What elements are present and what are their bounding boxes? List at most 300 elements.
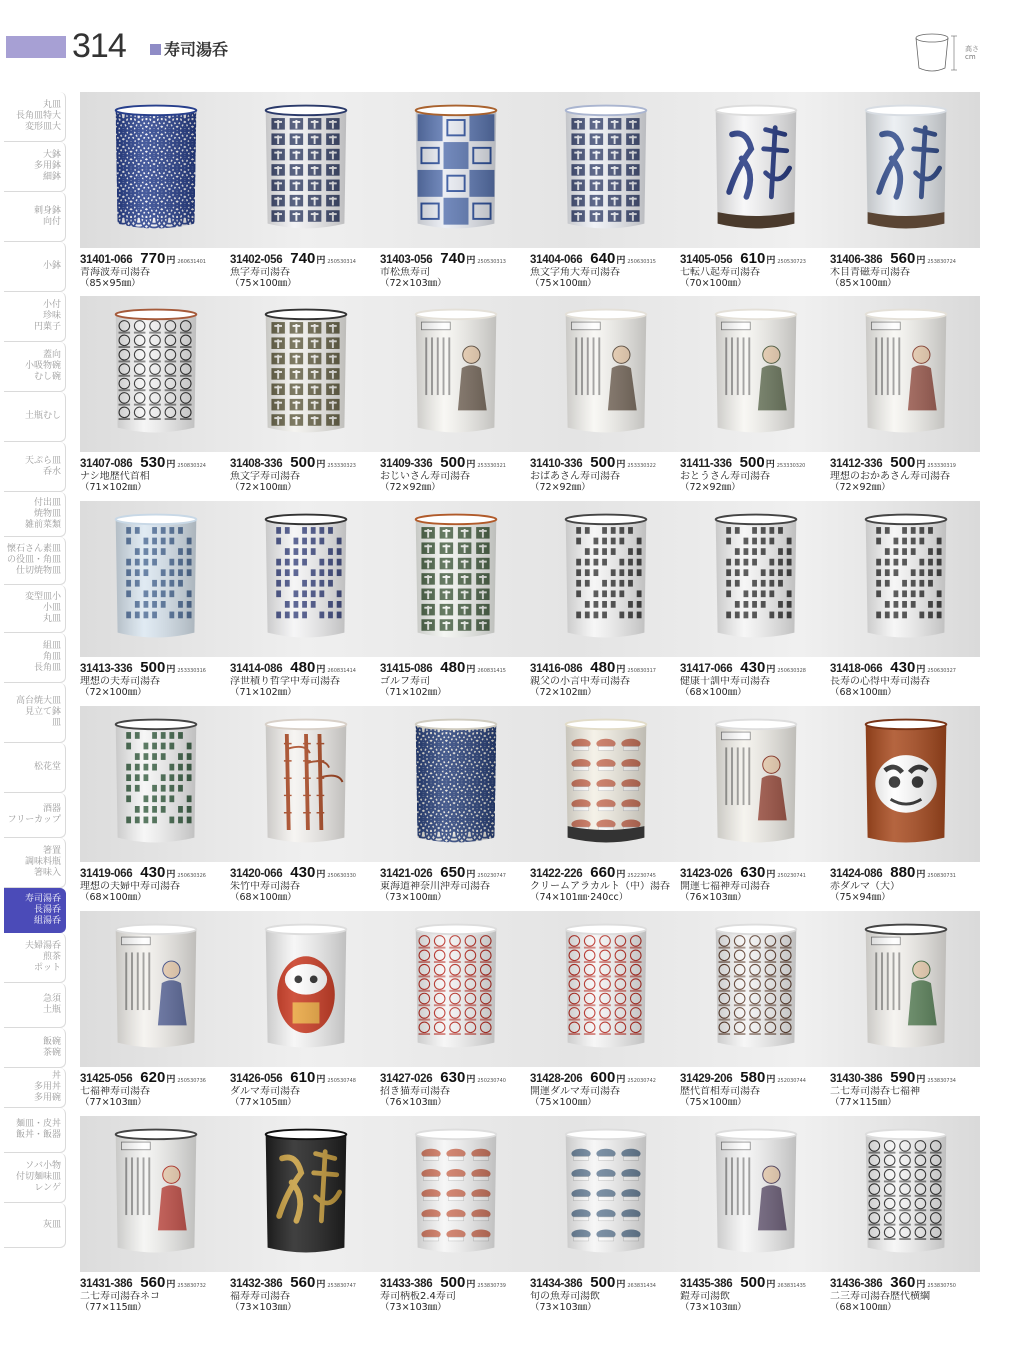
product-price: 530 <box>140 454 166 471</box>
product-code: 31419-066 <box>80 868 133 880</box>
yunomi-cup-illustration <box>258 98 354 238</box>
cup-rim <box>116 310 197 320</box>
product-info <box>680 864 832 904</box>
sidebar-tab-13[interactable]: 松花堂 <box>4 743 66 793</box>
sidebar-tab-12[interactable]: 高台焼大皿 見立て鉢 皿 <box>4 683 66 743</box>
product-name: 理想の夫婦中寿司湯呑 <box>80 881 180 892</box>
yunomi-cup-illustration <box>108 1122 204 1262</box>
yunomi-cup-illustration <box>558 917 654 1057</box>
yunomi-cup-illustration <box>858 98 954 238</box>
cup-rim <box>716 106 797 116</box>
cup-rim <box>416 1130 497 1140</box>
product-size: （72×102㎜） <box>530 687 597 698</box>
cup-rim <box>716 925 797 935</box>
product-code: 31426-056 <box>230 1073 283 1085</box>
product-image <box>380 911 530 1067</box>
product-size: （77×115㎜） <box>80 1302 147 1313</box>
cup-rim <box>566 720 647 730</box>
jan-code: 250830324 <box>177 463 206 469</box>
yunomi-cup-illustration <box>408 917 504 1057</box>
product-code: 31412-336 <box>830 458 883 470</box>
product-image <box>380 296 530 452</box>
product-size: （73×103㎜） <box>380 1302 447 1313</box>
sidebar-tab-3[interactable]: 小鉢 <box>4 242 66 292</box>
product-code: 31413-336 <box>80 663 133 675</box>
product-image <box>680 1116 830 1272</box>
yunomi-cup-illustration <box>558 712 654 852</box>
product-image <box>230 296 380 452</box>
yunomi-cup-illustration <box>708 98 804 238</box>
yunomi-cup-illustration <box>858 507 954 647</box>
yunomi-cup-illustration <box>258 507 354 647</box>
header-accent-bar <box>6 36 66 58</box>
product-code: 31425-056 <box>80 1073 133 1085</box>
product-price: 880 <box>890 864 916 881</box>
product-name: ダルマ寿司湯呑 <box>230 1086 300 1097</box>
cup-rim <box>866 515 947 525</box>
product-name: 浮世積り哲学中寿司湯呑 <box>230 676 340 687</box>
yunomi-cup-illustration <box>408 507 504 647</box>
product-name: 鎧寿司湯飲 <box>680 1291 730 1302</box>
currency-yen: 円 <box>316 870 326 880</box>
currency-yen: 円 <box>765 460 775 470</box>
product-image <box>530 296 680 452</box>
product-price: 630 <box>440 1069 466 1086</box>
sidebar-tab-10[interactable]: 変型皿小 小皿 丸皿 <box>4 585 66 633</box>
product-name: 歴代首相寿司湯呑 <box>680 1086 760 1097</box>
jan-code: 250230741 <box>777 873 806 879</box>
product-info <box>530 659 682 699</box>
currency-yen: 円 <box>616 256 626 266</box>
currency-yen: 円 <box>166 870 176 880</box>
product-name: 二七寿司湯呑ネコ <box>80 1291 160 1302</box>
cup-rim <box>416 106 497 116</box>
product-info <box>230 454 382 494</box>
product-size: （77×103㎜） <box>80 1097 147 1108</box>
product-code: 31409-336 <box>380 458 433 470</box>
product-image <box>830 911 980 1067</box>
product-image <box>680 92 830 248</box>
sidebar-tab-16[interactable]: 寿司湯呑 長湯呑 組湯呑 <box>4 888 66 933</box>
product-size: （68×100㎜） <box>830 1302 897 1313</box>
product-info <box>80 864 232 904</box>
product-info <box>830 864 982 904</box>
product-name: 魚字寿司湯呑 <box>230 267 290 278</box>
product-size: （72×92㎜） <box>680 482 741 493</box>
currency-yen: 円 <box>166 665 176 675</box>
yunomi-cup-illustration <box>108 507 204 647</box>
jan-code: 250630315 <box>627 259 656 265</box>
product-price: 500 <box>590 1274 616 1291</box>
cup-rim <box>116 515 197 525</box>
product-info <box>530 454 682 494</box>
product-price: 500 <box>740 1274 766 1291</box>
product-image <box>530 92 680 248</box>
product-name: 赤ダルマ（大） <box>830 881 900 892</box>
product-image <box>830 92 980 248</box>
jan-code: 263831434 <box>627 1283 656 1289</box>
product-image <box>830 1116 980 1272</box>
product-size: （75×100㎜） <box>530 278 597 289</box>
cup-rim <box>716 515 797 525</box>
cup-rim <box>416 515 497 525</box>
jan-code: 252030742 <box>627 1078 656 1084</box>
cup-rim <box>866 310 947 320</box>
product-size: （75×100㎜） <box>230 278 297 289</box>
jan-code: 250230747 <box>477 873 506 879</box>
product-image <box>380 1116 530 1272</box>
product-name: 魚文字寿司湯呑 <box>230 471 300 482</box>
product-image <box>80 296 230 452</box>
product-size: （73×103㎜） <box>230 1302 297 1313</box>
cup-rim <box>566 310 647 320</box>
product-code: 31433-386 <box>380 1278 433 1290</box>
cup-rim <box>566 106 647 116</box>
product-price: 500 <box>890 454 916 471</box>
product-name: 市松魚寿司 <box>380 267 430 278</box>
product-size: （71×102㎜） <box>80 482 147 493</box>
product-name: 開運七福神寿司湯呑 <box>680 881 770 892</box>
sidebar-tab-23[interactable]: 灰皿 <box>4 1203 66 1248</box>
currency-yen: 円 <box>916 870 926 880</box>
currency-yen: 円 <box>166 256 176 266</box>
product-price: 560 <box>140 1274 166 1291</box>
jan-code: 250530748 <box>327 1078 356 1084</box>
product-price: 610 <box>740 250 766 267</box>
product-image <box>230 706 380 862</box>
product-image <box>530 706 680 862</box>
product-info <box>830 454 982 494</box>
dimension-label: 高さ cm <box>965 45 979 61</box>
product-size: （77×115㎜） <box>830 1097 897 1108</box>
yunomi-cup-illustration <box>708 712 804 852</box>
yunomi-cup-illustration <box>558 302 654 442</box>
product-price: 500 <box>290 454 316 471</box>
yunomi-cup-illustration <box>558 1122 654 1262</box>
yunomi-cup-illustration <box>708 917 804 1057</box>
product-info <box>830 250 982 290</box>
jan-code: 253830732 <box>177 1283 206 1289</box>
product-size: （71×102㎜） <box>380 687 447 698</box>
product-image <box>680 911 830 1067</box>
product-name: 二七寿司湯呑七福神 <box>830 1086 920 1097</box>
cup-rim <box>416 925 497 935</box>
product-image <box>230 501 380 657</box>
yunomi-cup-illustration <box>258 1122 354 1262</box>
jan-code: 250630328 <box>777 668 806 674</box>
product-name: 七福神寿司湯呑 <box>80 1086 150 1097</box>
product-price: 480 <box>440 659 466 676</box>
cup-rim <box>266 106 347 116</box>
cup-rim <box>716 1130 797 1140</box>
sidebar-tab-7[interactable]: 天ぷら皿 呑水 <box>4 442 66 492</box>
sidebar-tab-22[interactable]: ソバ小物 付切麺味皿 レンゲ <box>4 1153 66 1203</box>
yunomi-cup-illustration <box>858 712 954 852</box>
jan-code: 250530314 <box>327 259 356 265</box>
currency-yen: 円 <box>166 460 176 470</box>
currency-yen: 円 <box>466 1075 476 1085</box>
yunomi-cup-illustration <box>408 712 504 852</box>
jan-code: 253330320 <box>776 463 806 469</box>
product-code: 31429-206 <box>680 1073 733 1085</box>
yunomi-cup-illustration <box>408 98 504 238</box>
product-size: （75×94㎜） <box>830 892 891 903</box>
product-size: （76×103㎜） <box>680 892 747 903</box>
product-info <box>830 659 982 699</box>
currency-yen: 円 <box>916 256 926 266</box>
product-size: （72×92㎜） <box>830 482 891 493</box>
sidebar-tab-14[interactable]: 酒器 フリーカップ <box>4 793 66 838</box>
currency-yen: 円 <box>766 665 776 675</box>
product-code: 31427-026 <box>380 1073 433 1085</box>
product-info <box>380 659 532 699</box>
currency-yen: 円 <box>616 460 626 470</box>
product-info <box>680 1069 832 1109</box>
product-code: 31431-386 <box>80 1278 133 1290</box>
category-title: 寿司湯呑 <box>150 37 228 60</box>
sidebar-tab-21[interactable]: 麺皿・皮丼 飯丼・飯器 <box>4 1108 66 1153</box>
jan-code: 263831435 <box>777 1283 806 1289</box>
product-code: 31428-206 <box>530 1073 583 1085</box>
product-code: 31422-226 <box>530 868 583 880</box>
currency-yen: 円 <box>316 665 326 675</box>
product-code: 31408-336 <box>230 458 283 470</box>
product-code: 31404-066 <box>530 254 583 266</box>
currency-yen: 円 <box>766 1280 776 1290</box>
yunomi-cup-illustration <box>108 917 204 1057</box>
product-code: 31401-066 <box>80 254 133 266</box>
product-size: （85×100㎜） <box>830 278 897 289</box>
product-code: 31416-086 <box>530 663 583 675</box>
product-price: 500 <box>140 659 166 676</box>
product-name: ゴルフ寿司 <box>380 676 430 687</box>
yunomi-cup-illustration <box>708 1122 804 1262</box>
product-size: （71×102㎜） <box>230 687 297 698</box>
product-size: （73×100㎜） <box>380 892 447 903</box>
yunomi-cup-illustration <box>558 507 654 647</box>
product-image <box>230 92 380 248</box>
jan-code: 253330323 <box>327 463 356 469</box>
product-size: （75×100㎜） <box>680 1097 747 1108</box>
sidebar-tab-6[interactable]: 土瓶むし <box>4 392 66 442</box>
product-image <box>80 92 230 248</box>
product-size: （73×103㎜） <box>680 1302 747 1313</box>
product-code: 31417-066 <box>680 663 733 675</box>
cup-rim <box>716 310 797 320</box>
product-code: 31430-386 <box>830 1073 883 1085</box>
currency-yen: 円 <box>466 870 476 880</box>
product-price: 660 <box>590 864 616 881</box>
cup-rim <box>566 925 647 935</box>
product-info <box>680 250 832 290</box>
product-image <box>380 706 530 862</box>
cup-rim <box>116 720 197 730</box>
jan-code: 250530736 <box>177 1078 206 1084</box>
currency-yen: 円 <box>766 1075 776 1085</box>
cup-rim <box>866 925 947 935</box>
jan-code: 253830734 <box>927 1078 956 1084</box>
sidebar-tab-11[interactable]: 組皿 角皿 長角皿 <box>4 633 66 683</box>
currency-yen: 円 <box>166 1075 176 1085</box>
product-code: 31423-026 <box>680 868 733 880</box>
cup-rim <box>566 515 647 525</box>
yunomi-cup-illustration <box>108 98 204 238</box>
product-size: （85×95㎜） <box>80 278 141 289</box>
product-info <box>80 659 232 699</box>
product-info <box>680 1274 832 1314</box>
product-name: おとうさん寿司湯呑 <box>680 471 770 482</box>
product-image <box>230 1116 380 1272</box>
product-price: 620 <box>140 1069 166 1086</box>
product-price: 500 <box>739 454 765 471</box>
product-price: 600 <box>590 1069 616 1086</box>
product-info <box>380 454 532 494</box>
jan-code: 250630326 <box>177 873 206 879</box>
jan-code: 250630327 <box>927 668 956 674</box>
product-name: ナシ地歴代首相 <box>80 471 150 482</box>
product-code: 31420-066 <box>230 868 283 880</box>
product-size: （70×100㎜） <box>680 278 747 289</box>
product-name: 親父の小言中寿司湯呑 <box>530 676 630 687</box>
jan-code: 253330316 <box>177 668 206 674</box>
product-price: 430 <box>890 659 916 676</box>
cup-rim <box>266 925 347 935</box>
sidebar-tab-1[interactable]: 大鉢 多用鉢 細鉢 <box>4 142 66 192</box>
yunomi-cup-illustration <box>258 712 354 852</box>
product-price: 640 <box>590 250 616 267</box>
sidebar-tab-15[interactable]: 箸置 調味料瓶 箸味入 <box>4 838 66 888</box>
product-name: 理想の夫寿司湯呑 <box>80 676 160 687</box>
currency-yen: 円 <box>466 256 476 266</box>
product-size: （72×92㎜） <box>530 482 591 493</box>
jan-code: 253830750 <box>927 1283 956 1289</box>
jan-code: 260831414 <box>327 668 356 674</box>
product-image <box>80 501 230 657</box>
yunomi-cup-illustration <box>108 712 204 852</box>
product-name: 七転八起寿司湯呑 <box>680 267 760 278</box>
product-name: クリームアラカルト（中）湯呑 <box>530 881 670 892</box>
jan-code: 253830724 <box>927 259 956 265</box>
product-name: 青海波寿司湯呑 <box>80 267 150 278</box>
cup-rim <box>416 720 497 730</box>
product-name: 寿司柄板2.4寿司 <box>380 1291 456 1302</box>
jan-code: 250630330 <box>327 873 356 879</box>
product-name: 木目青磁寿司湯呑 <box>830 267 910 278</box>
cup-rim <box>116 1130 197 1140</box>
sidebar-tab-20[interactable]: 丼 多用丼 多用碗 <box>4 1068 66 1108</box>
product-name: 招き猫寿司湯呑 <box>380 1086 450 1097</box>
sidebar-tab-5[interactable]: 蓋向 小吸物碗 むし碗 <box>4 342 66 392</box>
product-image <box>530 911 680 1067</box>
product-name: 理想のおかあさん寿司湯呑 <box>830 471 950 482</box>
currency-yen: 円 <box>616 1075 626 1085</box>
sidebar-tab-4[interactable]: 小付 珍味 円菓子 <box>4 292 66 342</box>
yunomi-cup-illustration <box>708 507 804 647</box>
product-price: 560 <box>890 250 916 267</box>
sidebar-tab-9[interactable]: 懐石さん素皿 の役皿・角皿 仕切焼物皿 <box>4 537 66 585</box>
currency-yen: 円 <box>316 256 326 266</box>
sidebar-tab-18[interactable]: 急須 土瓶 <box>4 983 66 1028</box>
yunomi-cup-illustration <box>108 302 204 442</box>
product-image <box>380 92 530 248</box>
product-image <box>80 706 230 862</box>
product-code: 31410-336 <box>530 458 583 470</box>
jan-code: 253330321 <box>477 463 506 469</box>
sidebar-tab-17[interactable]: 夫婦湯呑 煎茶 ポット <box>4 933 66 983</box>
product-name: 東海道神奈川沖寿司湯呑 <box>380 881 490 892</box>
product-size: （75×100㎜） <box>530 1097 597 1108</box>
product-info <box>80 1069 232 1109</box>
product-size: （77×105㎜） <box>230 1097 297 1108</box>
currency-yen: 円 <box>316 1280 326 1290</box>
product-price: 430 <box>290 864 316 881</box>
product-price: 630 <box>740 864 766 881</box>
product-name: 旬の魚寿司湯飲 <box>530 1291 600 1302</box>
product-size: （72×100㎜） <box>80 687 147 698</box>
product-code: 31406-386 <box>830 254 883 266</box>
cup-rim <box>116 106 197 116</box>
product-image <box>530 1116 680 1272</box>
sidebar-tab-19[interactable]: 飯碗 茶碗 <box>4 1028 66 1068</box>
product-image <box>830 501 980 657</box>
jan-code: 252230745 <box>627 873 656 879</box>
yunomi-cup-illustration <box>858 302 954 442</box>
currency-yen: 円 <box>916 460 926 470</box>
product-name: 開運ダルマ寿司湯呑 <box>530 1086 620 1097</box>
product-price: 740 <box>440 250 466 267</box>
product-image <box>380 501 530 657</box>
sidebar-tab-8[interactable]: 付出皿 焼物皿 雑前菜類 <box>4 492 66 537</box>
product-size: （76×103㎜） <box>380 1097 447 1108</box>
product-size: （72×103㎜） <box>380 278 447 289</box>
product-info <box>530 250 682 290</box>
product-info <box>530 1069 682 1109</box>
cup-rim <box>266 515 347 525</box>
product-price: 580 <box>740 1069 766 1086</box>
jan-code: 253330322 <box>627 463 656 469</box>
product-code: 31407-086 <box>80 458 133 470</box>
cup-rim <box>266 720 347 730</box>
product-price: 500 <box>590 454 616 471</box>
product-name: おばあさん寿司湯呑 <box>530 471 620 482</box>
cup-rim <box>116 925 197 935</box>
jan-code: 253830747 <box>327 1283 356 1289</box>
product-size: （72×92㎜） <box>380 482 441 493</box>
jan-code: 250830317 <box>627 668 656 674</box>
product-image <box>680 296 830 452</box>
product-info <box>530 1274 682 1314</box>
product-code: 31405-056 <box>680 254 733 266</box>
product-name: 福寿寿司湯呑 <box>230 1291 290 1302</box>
product-info <box>380 1069 532 1109</box>
sidebar-tab-0[interactable]: 丸皿 長角皿特大 変形皿大 <box>4 92 66 142</box>
product-image <box>830 296 980 452</box>
product-price: 430 <box>740 659 766 676</box>
product-price: 560 <box>290 1274 316 1291</box>
cup-rim <box>266 1130 347 1140</box>
product-name: おじいさん寿司湯呑 <box>380 471 470 482</box>
product-size: （74×101㎜·240cc） <box>530 892 629 903</box>
cup-rim <box>716 720 797 730</box>
product-image <box>830 706 980 862</box>
sidebar-tab-2[interactable]: 刺身鉢 向付 <box>4 192 66 242</box>
product-info <box>230 659 382 699</box>
currency-yen: 円 <box>466 665 476 675</box>
jan-code: 250830731 <box>927 873 956 879</box>
product-info <box>230 1069 382 1109</box>
yunomi-cup-illustration <box>858 917 954 1057</box>
product-info <box>830 1069 982 1109</box>
